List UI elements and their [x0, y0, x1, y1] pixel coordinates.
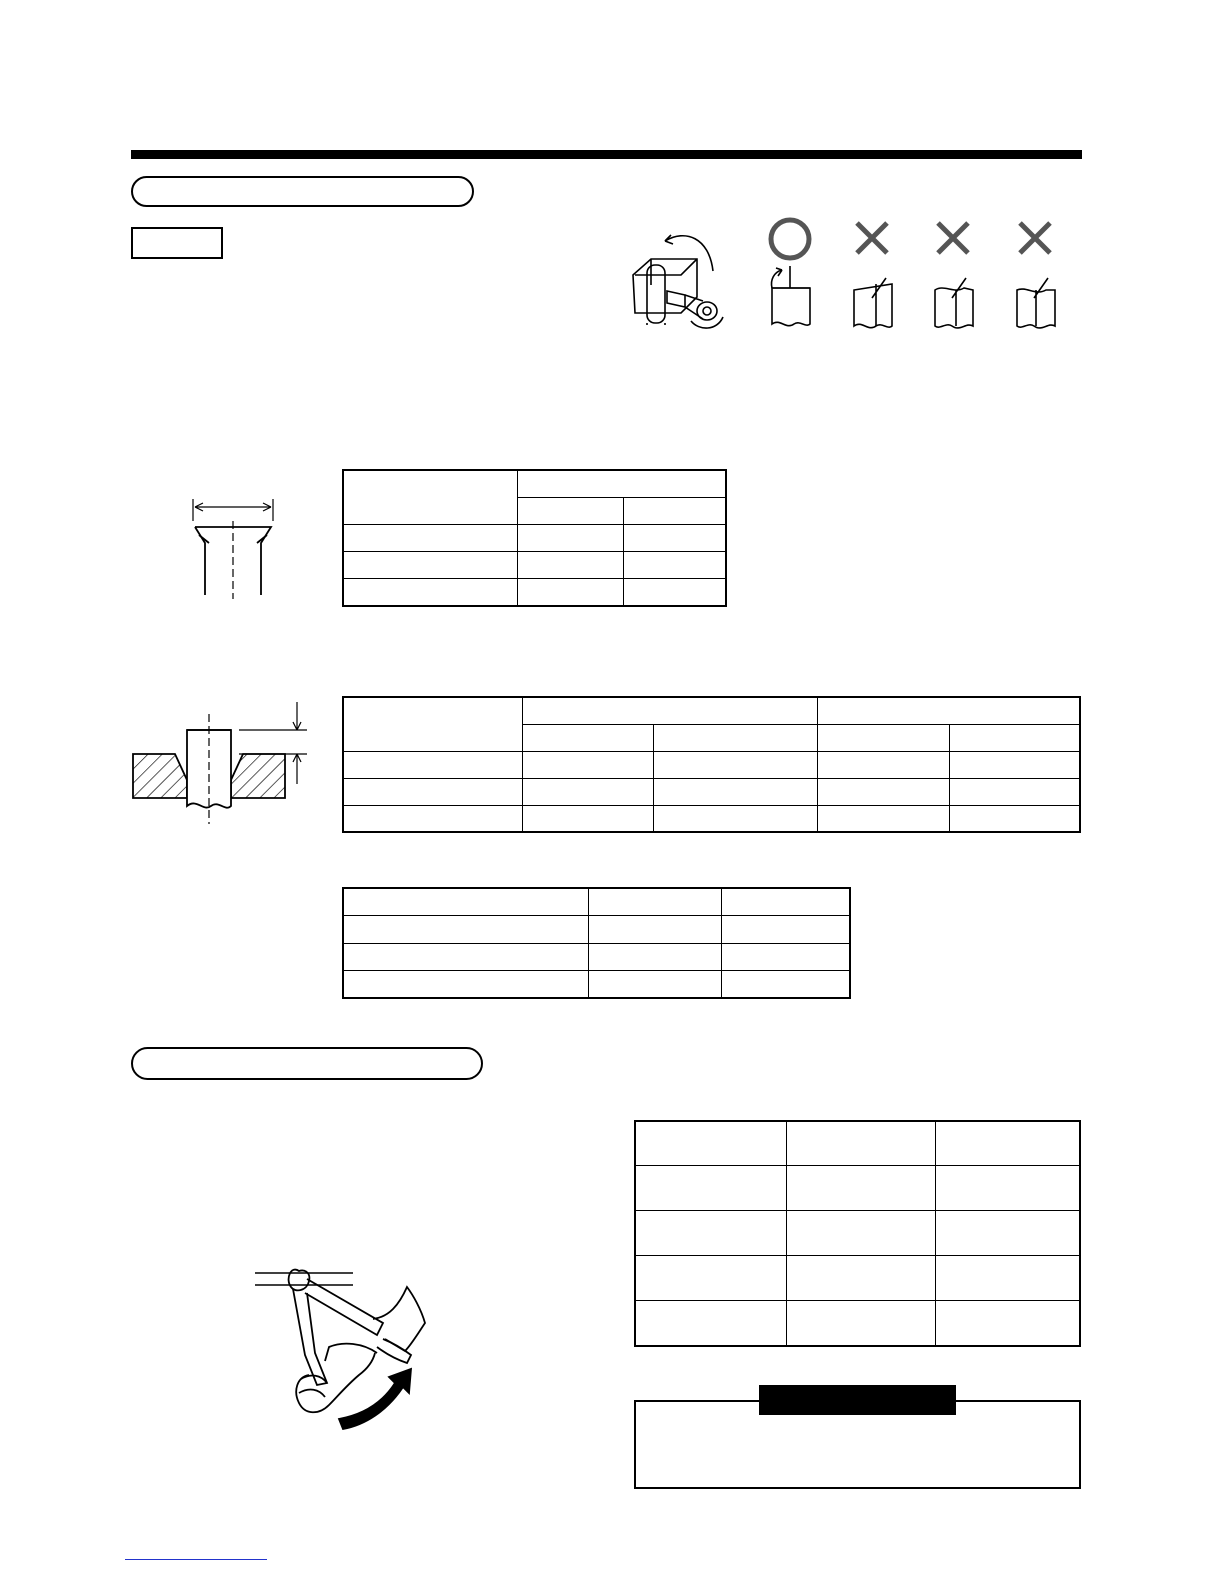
- flare-table-cell: [518, 524, 624, 551]
- flare-table-cell: [343, 470, 518, 524]
- third-table-cell: [722, 971, 851, 999]
- section-header-tightening: [131, 1047, 483, 1080]
- projection-table-cell: [818, 751, 950, 778]
- pipe-end-bad-1: [854, 278, 892, 328]
- torque-table-cell: [936, 1256, 1081, 1301]
- projection-table-cell: [654, 724, 818, 751]
- caution-label-bar: [759, 1385, 956, 1415]
- pipe-projection-illustration: [131, 700, 311, 825]
- projection-table-cell: [523, 805, 654, 832]
- third-table-cell: [589, 888, 722, 916]
- torque-table-cell: [787, 1301, 936, 1346]
- torque-table-cell: [787, 1210, 936, 1255]
- torque-table-cell: [936, 1165, 1081, 1210]
- projection-table-cell: [523, 751, 654, 778]
- projection-table-cell: [950, 805, 1081, 832]
- wrench-tightening-illustration: [255, 1265, 435, 1435]
- third-table-cell: [722, 888, 851, 916]
- torque-table-cell: [635, 1165, 787, 1210]
- pipe-end-bad-2: [935, 278, 973, 328]
- section-tag-box: [131, 227, 223, 259]
- third-table-cell: [343, 888, 589, 916]
- flare-table-cell: [518, 497, 624, 524]
- projection-table-cell: [654, 778, 818, 805]
- flare-table-cell: [343, 579, 518, 606]
- cut-judgement-illustration: [760, 214, 1060, 334]
- third-table-cell: [343, 916, 589, 944]
- flare-table-cell: [343, 524, 518, 551]
- cross-ng-icon: [857, 223, 887, 253]
- third-table-cell: [589, 971, 722, 999]
- torque-table-cell: [936, 1121, 1081, 1165]
- third-table-cell: [589, 916, 722, 944]
- section-header-flaring: [131, 176, 474, 207]
- flare-size-table: [342, 469, 727, 607]
- torque-table-cell: [635, 1301, 787, 1346]
- projection-table-cell: [818, 778, 950, 805]
- torque-table-cell: [635, 1256, 787, 1301]
- third-table-cell: [343, 943, 589, 971]
- projection-table-cell: [523, 697, 818, 724]
- projection-table-cell: [818, 805, 950, 832]
- flare-table-cell: [624, 497, 727, 524]
- projection-table-cell: [343, 805, 523, 832]
- flare-table-cell: [518, 579, 624, 606]
- flare-table-cell: [518, 470, 727, 497]
- torque-table-cell: [787, 1256, 936, 1301]
- flare-dimension-illustration: [185, 495, 285, 600]
- projection-table-cell: [654, 805, 818, 832]
- cross-ng-icon: [938, 223, 968, 253]
- third-table-cell: [343, 971, 589, 999]
- projection-table-cell: [343, 697, 523, 751]
- flare-table-cell: [624, 552, 727, 579]
- pipe-cutter-illustration: [625, 225, 735, 335]
- projection-table-cell: [818, 724, 950, 751]
- torque-table-cell: [936, 1301, 1081, 1346]
- torque-table-cell: [787, 1121, 936, 1165]
- projection-table: [342, 696, 1081, 833]
- cross-ng-icon: [1020, 223, 1050, 253]
- projection-table-cell: [343, 778, 523, 805]
- projection-table-cell: [523, 724, 654, 751]
- third-spec-table: [342, 887, 851, 999]
- projection-table-cell: [950, 724, 1081, 751]
- third-table-cell: [722, 943, 851, 971]
- projection-table-cell: [950, 751, 1081, 778]
- flare-table-cell: [624, 524, 727, 551]
- torque-table-cell: [936, 1210, 1081, 1255]
- projection-table-cell: [523, 778, 654, 805]
- projection-table-cell: [950, 778, 1081, 805]
- circle-ok-icon: [771, 220, 809, 258]
- projection-table-cell: [654, 751, 818, 778]
- header-rule: [131, 150, 1082, 159]
- third-table-cell: [589, 943, 722, 971]
- flare-table-cell: [624, 579, 727, 606]
- projection-table-cell: [343, 751, 523, 778]
- torque-table-cell: [635, 1210, 787, 1255]
- flare-table-cell: [343, 552, 518, 579]
- pipe-end-bad-3: [1017, 278, 1055, 328]
- footer-link-underline[interactable]: [125, 1559, 267, 1560]
- torque-table: [634, 1120, 1081, 1347]
- torque-table-cell: [635, 1121, 787, 1165]
- torque-table-cell: [787, 1165, 936, 1210]
- pipe-end-good: [771, 266, 810, 326]
- projection-table-cell: [818, 697, 1081, 724]
- third-table-cell: [722, 916, 851, 944]
- flare-table-cell: [518, 552, 624, 579]
